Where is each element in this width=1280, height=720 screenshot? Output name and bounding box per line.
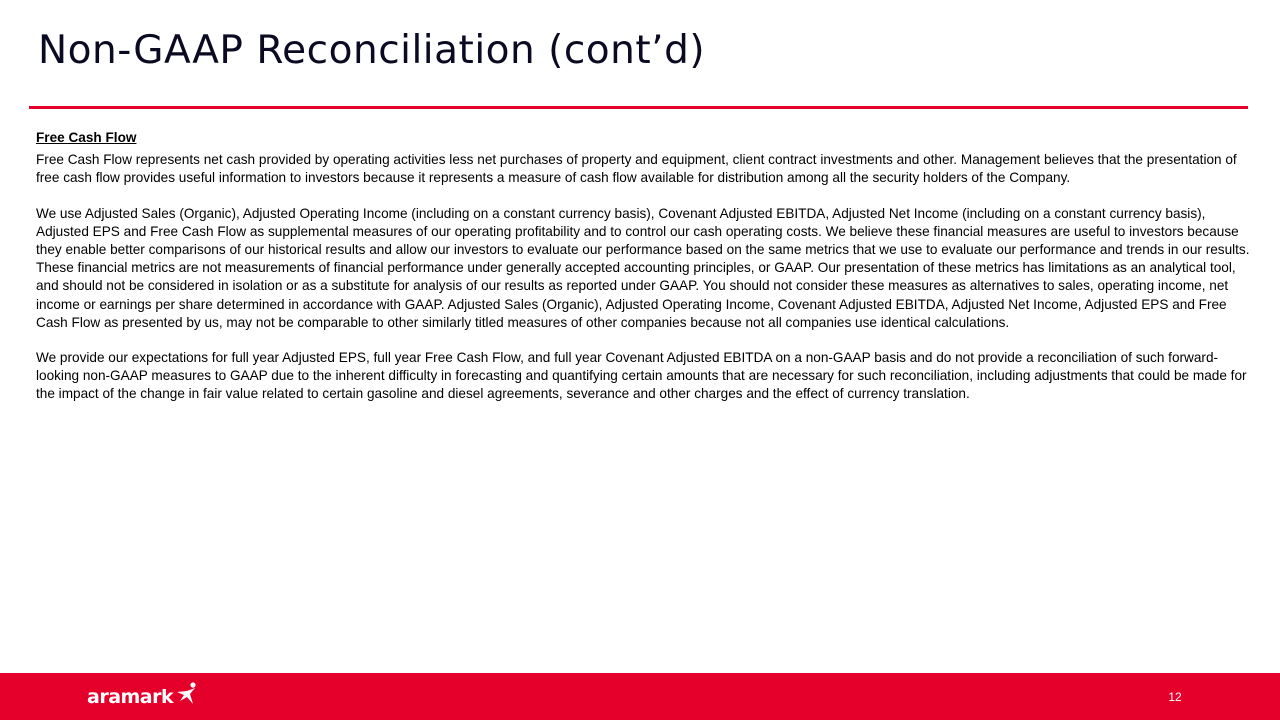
title-divider <box>29 106 1248 109</box>
footer-bar <box>0 673 1280 720</box>
paragraph-expectations: We provide our expectations for full year Adjusted EPS, full year Free Cash Flow, and full year Covenant Adjusted EBITDA on a non-GAAP basis and do not provide a reconciliation of such forward-looking non-GAAP measures to GAAP due to the inherent difficulty in forecasting and quantifying certain amounts that are necessary for such reconciliation, including adjustments that could be made for the impact of the change in fair value related to certain gasoline and diesel agreements, severance and other charges and the effect of currency translation. <box>36 350 1247 402</box>
page-number: 12 <box>1168 690 1182 704</box>
company-logo <box>87 682 200 712</box>
paragraph-usage: We use Adjusted Sales (Organic), Adjusted Operating Income (including on a constant currency basis), Covenant Adjusted EBITDA, Adjusted Net Income (including on a constant currency basis), Adjusted EPS and Free Cash Flow as supplemental measures of our operating profitability and to control our cash operating costs. We believe these financial measures are useful to investors because they enable better comparisons of our historical results and allow our investors to evaluate our performance based on the same metrics that we use to evaluate our performance and trends in our results. These financial metrics are not measurements of financial performance under generally accepted accounting principles, or GAAP. Our presentation of these metrics has limitations as an analytical tool, and should not be considered in isolation or as a substitute for analysis of our results as reported under GAAP. You should not consider these measures as alternatives to sales, operating income, net income or earnings per share determined in accordance with GAAP. Adjusted Sales (Organic), Adjusted Operating Income, Covenant Adjusted EBITDA, Adjusted Net Income, Adjusted EPS and Free Cash Flow as presented by us, may not be comparable to other similarly titled measures of other companies because not all companies use identical calculations. <box>36 205 1250 330</box>
content-body <box>36 129 1258 421</box>
paragraph-definition: Free Cash Flow represents net cash provided by operating activities less net purchases of property and equipment, client contract investments and other. Management believes that the presentation of free cash flow provides useful information to investors because it represents a measure of cash flow available for distribution among all the security holders of the Company. <box>36 152 1237 186</box>
logo-wordmark: aramark <box>87 686 174 708</box>
page-title: Non-GAAP Reconciliation (cont’d) <box>38 28 706 73</box>
star-person-icon <box>174 681 200 707</box>
section-heading: Free Cash Flow <box>36 130 137 145</box>
